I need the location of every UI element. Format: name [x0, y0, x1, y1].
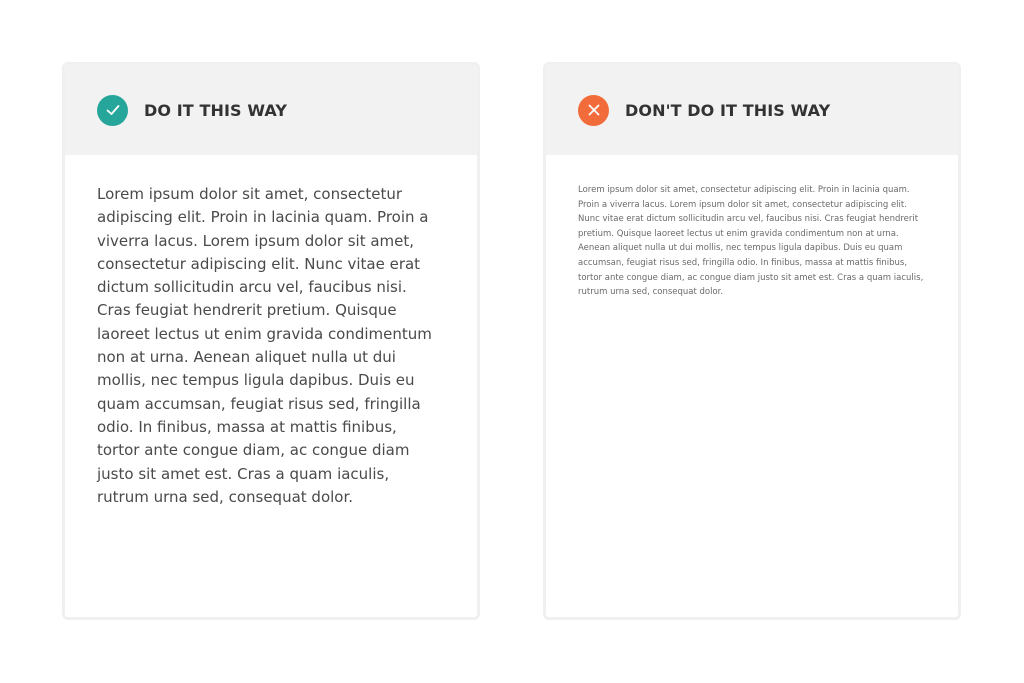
bad-example-title: DON'T DO IT THIS WAY — [625, 100, 831, 120]
good-example-header — [65, 65, 477, 155]
close-icon — [578, 95, 609, 126]
bad-example-body — [546, 155, 958, 300]
good-example-text: Lorem ipsum dolor sit amet, consectetur adipiscing elit. Proin in lacinia quam. Proin a viverra lacus. Lorem ipsum dolor sit amet, consectetur adipiscing elit. Nunc vitae erat dictum sollicitudin arcu vel, faucibus nisi. Cras feugiat hendrerit pretium. Quisque laoreet lectus ut enim gravida condimentum non at urna. Aenean aliquet nulla ut dui mollis, nec tempus ligula dapibus. Duis eu quam accumsan, feugiat risus sed, fringilla odio. In finibus, massa at mattis finibus, tortor ante congue diam, ac congue diam justo sit amet est. Cras a quam iaculis, rutrum urna sed, consequat dolor. — [97, 185, 432, 506]
checkmark-icon — [97, 95, 128, 126]
good-example-body — [65, 155, 477, 509]
good-example-title: DO IT THIS WAY — [144, 100, 288, 120]
bad-example-panel — [543, 62, 961, 620]
bad-example-header — [546, 65, 958, 155]
good-example-panel — [62, 62, 480, 620]
bad-example-text: Lorem ipsum dolor sit amet, consectetur adipiscing elit. Proin in lacinia quam. Proin a viverra lacus. Lorem ipsum dolor sit amet, consectetur adipiscing elit. Nunc vitae erat dictum sollicitudin arcu vel, faucibus nisi. Cras feugiat hendrerit pretium. Quisque laoreet lectus ut enim gravida condimentum non at urna. Aenean aliquet nulla ut dui mollis, nec tempus ligula dapibus. Duis eu quam accumsan, feugiat risus sed, fringilla odio. In finibus, massa at mattis finibus, tortor ante congue diam, ac congue diam justo sit amet est. Cras a quam iaculis, rutrum urna sed, consequat dolor. — [578, 185, 924, 298]
